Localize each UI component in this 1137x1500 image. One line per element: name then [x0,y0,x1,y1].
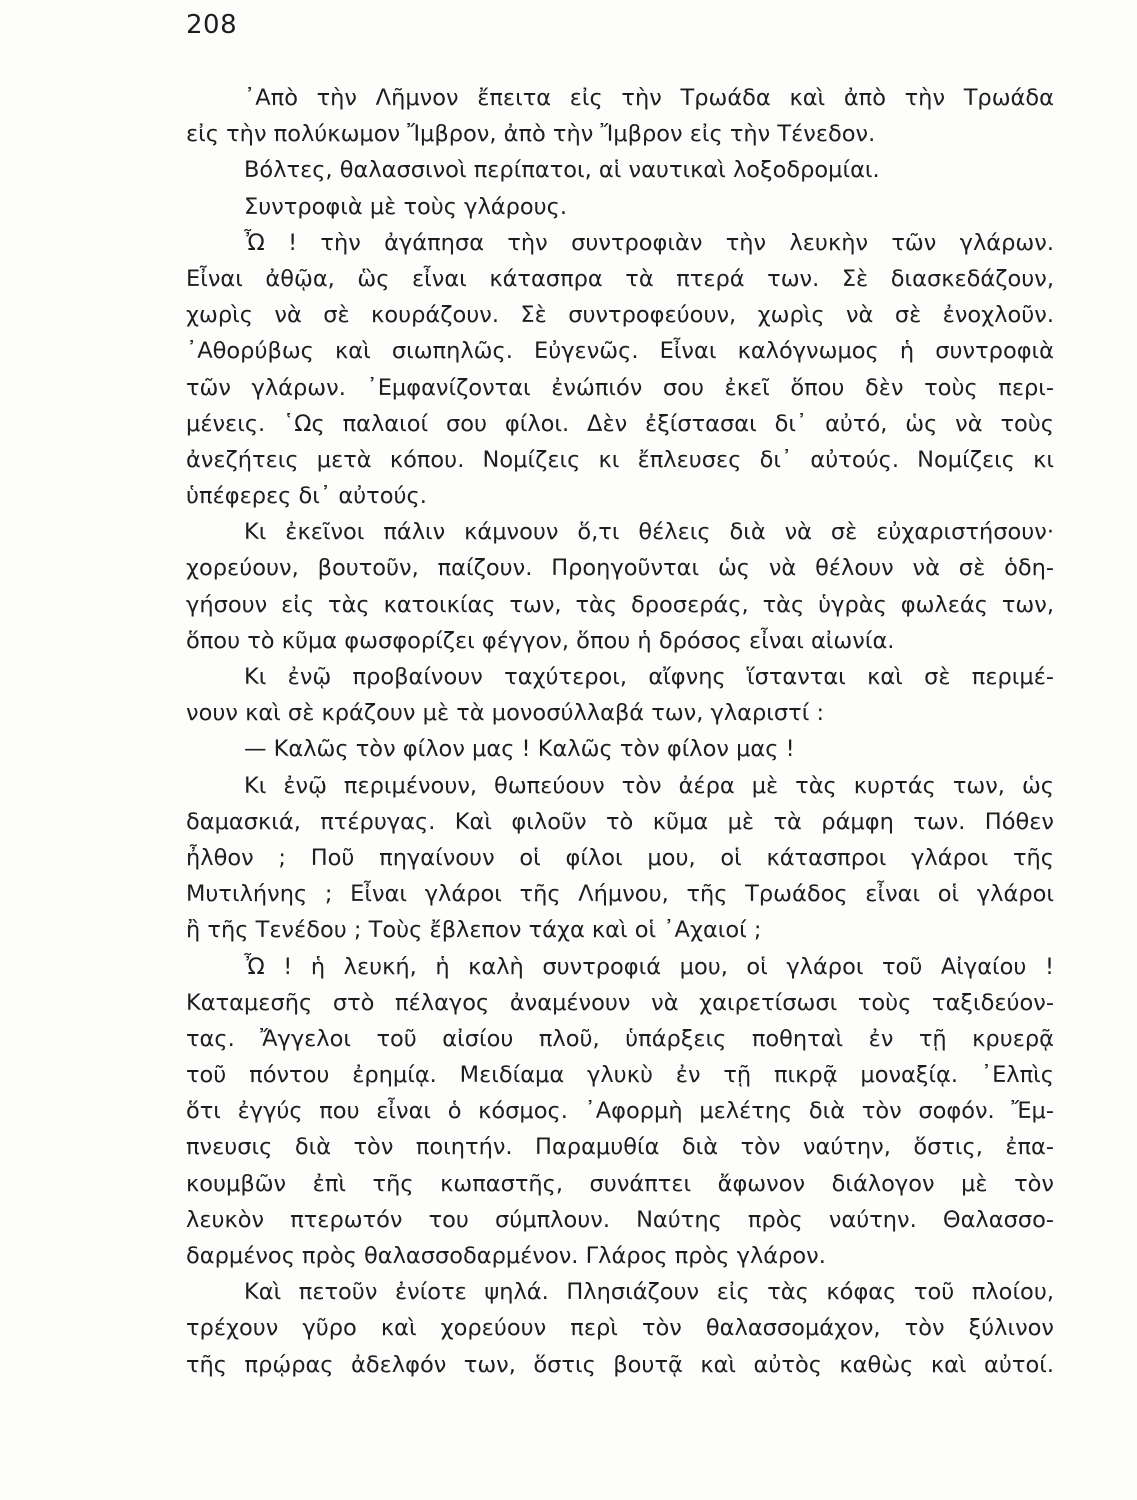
text-line: τοῦ πόντου ἐρημίᾳ. Μειδίαμα γλυκὺ ἐν τῇ πικρᾷ μοναξίᾳ. ᾿Ελπὶς [186,1062,1054,1089]
text-line: νουν καὶ σὲ κράζουν μὲ τὰ μονοσύλλαβά των, γλαριστί : [186,700,825,727]
text-line: λευκὸν πτερωτόν του σύμπλουν. Ναύτης πρὸς ναύτην. Θαλασσο- [186,1206,1054,1233]
text-line: — Καλῶς τὸν φίλον μας ! Καλῶς τὸν φίλον μας ! [244,736,795,763]
text-line: δαμασκιά, πτέρυγας. Καὶ φιλοῦν τὸ κῦμα μὲ τὰ ράμφη των. Πόθεν [186,808,1054,835]
text-line: Βόλτες, θαλασσινοὶ περίπατοι, αἱ ναυτικαὶ λοξοδρομίαι. [244,157,880,184]
text-line: Εἶναι ἀθῷα, ὣς εἶναι κάτασπρα τὰ πτερά των. Σὲ διασκεδάζουν, [186,265,1054,292]
text-line: τῆς πρῴρας ἀδελφόν των, ὅστις βουτᾷ καὶ αὐτὸς καθὼς καὶ αὐτοί. [186,1351,1054,1378]
text-line: ἀνεζήτεις μετὰ κόπου. Νομίζεις κι ἔπλευσες δι᾿ αὐτούς. Νομίζεις κι [186,446,1054,473]
text-line: μένεις. ῾Ως παλαιοί σου φίλοι. Δὲν ἐξίστασαι δι᾿ αὐτό, ὡς νὰ τοὺς [186,410,1054,437]
text-line: Κι ἐνῷ περιμένουν, θωπεύουν τὸν ἀέρα μὲ τὰς κυρτάς των, ὡς [244,772,1054,799]
text-line: ᾿Απὸ τὴν Λῆμνον ἔπειτα εἰς τὴν Τρωάδα καὶ ἀπὸ τὴν Τρωάδα [244,85,1054,111]
page-number: 208 [186,10,238,40]
text-line: εἰς τὴν πολύκωμον Ἴμβρον, ἀπὸ τὴν Ἴμβρον εἰς τὴν Τένεδον. [186,121,876,148]
text-line: Ὦ ! τὴν ἀγάπησα τὴν συντροφιὰν τὴν λευκὴν τῶν γλάρων. [244,229,1054,256]
text-line: Μυτιλήνης ; Εἶναι γλάροι τῆς Λήμνου, τῆς Τρωάδος εἶναι οἱ γλάροι [186,881,1054,908]
text-line: ὑπέφερες δι᾿ αὐτούς. [186,483,427,510]
text-line: ᾿Αθορύβως καὶ σιωπηλῶς. Εὐγενῶς. Εἶναι καλόγνωμος ἡ συντροφιὰ [186,338,1054,365]
text-line: γήσουν εἰς τὰς κατοικίας των, τὰς δροσεράς, τὰς ὑγρὰς φωλεάς των, [186,591,1054,618]
text-line: ὅπου τὸ κῦμα φωσφορίζει φέγγον, ὅπου ἡ δρόσος εἶναι αἰωνία. [186,627,895,654]
text-line: τρέχουν γῦρο καὶ χορεύουν περὶ τὸν θαλασσομάχον, τὸν ξύλινον [186,1315,1054,1342]
text-line: Κι ἐκεῖνοι πάλιν κάμνουν ὅ,τι θέλεις διὰ νὰ σὲ εὐχαριστήσουν· [244,519,1054,546]
text-line: τῶν γλάρων. ᾿Εμφανίζονται ἐνώπιόν σου ἐκεῖ ὅπου δὲν τοὺς περι- [186,374,1054,401]
text-line: ὅτι ἐγγύς που εἶναι ὁ κόσμος. ᾿Αφορμὴ μελέτης διὰ τὸν σοφόν. Ἔμ- [186,1098,1054,1125]
text-line: χορεύουν, βουτοῦν, παίζουν. Προηγοῦνται ὡς νὰ θέλουν νὰ σὲ ὁδη- [186,555,1054,582]
text-line: Καὶ πετοῦν ἐνίοτε ψηλά. Πλησιάζουν εἰς τὰς κόφας τοῦ πλοίου, [244,1279,1054,1306]
text-line: ἦλθον ; Ποῦ πηγαίνουν οἱ φίλοι μου, οἱ κάτασπροι γλάροι τῆς [186,844,1054,871]
text-line: Συντροφιὰ μὲ τοὺς γλάρους. [244,193,568,220]
text-line: ἢ τῆς Τενέδου ; Τοὺς ἔβλεπον τάχα καὶ οἱ ᾿Αχαιοί ; [186,917,762,944]
text-line: κουμβῶν ἐπὶ τῆς κωπαστῆς, συνάπτει ἄφωνον διάλογον μὲ τὸν [186,1170,1054,1197]
text-line: δαρμένος πρὸς θαλασσοδαρμένον. Γλάρος πρὸς γλάρον. [186,1243,826,1269]
text-line: χωρὶς νὰ σὲ κουράζουν. Σὲ συντροφεύουν, χωρὶς νὰ σὲ ἐνοχλοῦν. [186,302,1054,329]
text-line: Κι ἐνῷ προβαίνουν ταχύτεροι, αἴφνης ἵστανται καὶ σὲ περιμέ- [244,664,1054,690]
text-line: Καταμεσῆς στὸ πέλαγος ἀναμένουν νὰ χαιρετίσωσι τοὺς ταξιδεύον- [186,989,1054,1016]
text-line: τας. Ἄγγελοι τοῦ αἰσίου πλοῦ, ὑπάρξεις ποθηταὶ ἐν τῇ κρυερᾷ [186,1025,1054,1052]
body-text [186,80,1054,1383]
text-line: πνευσις διὰ τὸν ποιητήν. Παραμυθία διὰ τὸν ναύτην, ὅστις, ἐπα- [186,1134,1054,1161]
text-line: Ὦ ! ἡ λευκή, ἡ καλὴ συντροφιά μου, οἱ γλάροι τοῦ Αἰγαίου ! [244,953,1054,980]
